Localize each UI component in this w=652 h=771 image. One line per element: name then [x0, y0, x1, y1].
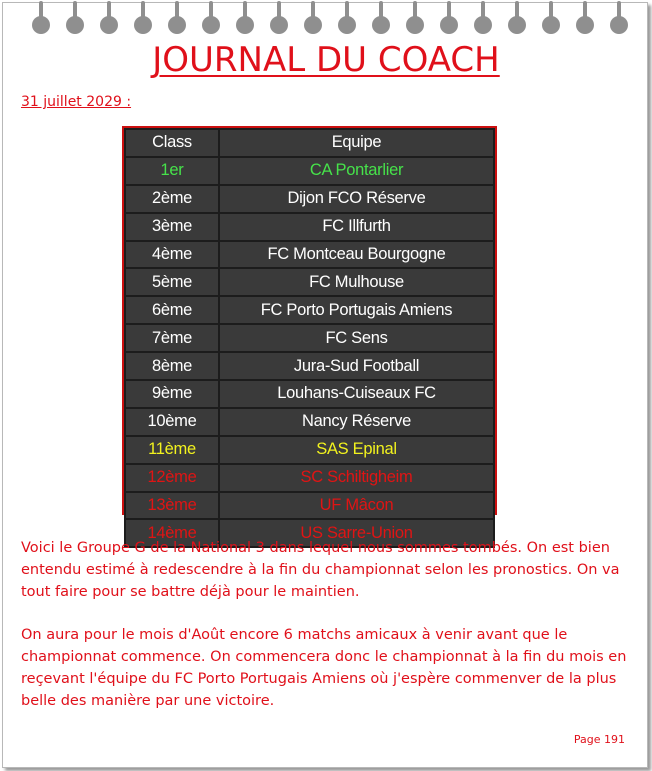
rank-cell: 7ème: [125, 324, 219, 352]
binding-ring-icon: [66, 16, 84, 34]
binding-ring-icon: [304, 16, 322, 34]
table-row: [125, 352, 494, 380]
table-row: [125, 157, 494, 185]
rank-cell: 11ème: [125, 436, 219, 464]
rank-cell: 1er: [125, 157, 219, 185]
binding-ring-icon: [236, 16, 254, 34]
binding-ring-icon: [134, 16, 152, 34]
binding-ring-icon: [406, 16, 424, 34]
team-cell: Louhans-Cuiseaux FC: [219, 380, 494, 408]
binding-ring-icon: [610, 16, 628, 34]
binding-ring-icon: [168, 16, 186, 34]
table-row: [125, 464, 494, 492]
binding-ring-icon: [542, 16, 560, 34]
rank-cell: 12ème: [125, 464, 219, 492]
table-row: [125, 324, 494, 352]
column-header-class: Class: [125, 129, 219, 157]
table-row: [125, 296, 494, 324]
page-title: [0, 38, 652, 82]
standings-table: [122, 126, 497, 542]
table-row: [125, 185, 494, 213]
team-cell: SC Schiltigheim: [219, 464, 494, 492]
table-row: [125, 436, 494, 464]
paragraph-friendlies: On aura pour le mois d'Août encore 6 matchs amicaux à venir avant que le championnat commence. On commencera donc le championnat à la fin du mois en reçevant l'équipe du FC Porto Portugais Amiens où j'espère commenver de la plus belle des manière par une victoire.: [21, 627, 627, 709]
team-cell: FC Porto Portugais Amiens: [219, 296, 494, 324]
table-row: [125, 268, 494, 296]
spiral-binding: [0, 0, 652, 40]
team-cell: SAS Epinal: [219, 436, 494, 464]
entry-date: 31 juillet 2029 :: [21, 94, 132, 110]
team-cell: CA Pontarlier: [219, 157, 494, 185]
paragraph-intro: Voici le Groupe G de la National 3 dans lequel nous sommes tombés. On est bien entendu estimé à redescendre à la fin du championnat selon les pronostics. On va tout faire pour se battre déjà pour le maintien.: [21, 540, 620, 600]
rank-cell: 9ème: [125, 380, 219, 408]
team-cell: Nancy Réserve: [219, 408, 494, 436]
page-title-text: JOURNAL DU COACH: [152, 40, 500, 80]
rank-cell: 5ème: [125, 268, 219, 296]
rank-cell: 2ème: [125, 185, 219, 213]
team-cell: Jura-Sud Football: [219, 352, 494, 380]
standings-header-row: [125, 129, 494, 157]
team-cell: FC Montceau Bourgogne: [219, 241, 494, 269]
team-cell: FC Sens: [219, 324, 494, 352]
rank-cell: 4ème: [125, 241, 219, 269]
rank-cell: 10ème: [125, 408, 219, 436]
binding-ring-icon: [270, 16, 288, 34]
team-cell: FC Mulhouse: [219, 268, 494, 296]
rank-cell: 13ème: [125, 492, 219, 520]
table-row: [125, 380, 494, 408]
binding-ring-icon: [576, 16, 594, 34]
team-cell: FC Illfurth: [219, 213, 494, 241]
team-cell: Dijon FCO Réserve: [219, 185, 494, 213]
table-row: [125, 492, 494, 520]
column-header-team: Equipe: [219, 129, 494, 157]
table-row: [125, 213, 494, 241]
binding-ring-icon: [202, 16, 220, 34]
rank-cell: 8ème: [125, 352, 219, 380]
binding-ring-icon: [440, 16, 458, 34]
binding-ring-icon: [32, 16, 50, 34]
team-cell: US Sarre-Union: [219, 519, 494, 547]
rank-cell: 14ème: [125, 519, 219, 547]
binding-ring-icon: [338, 16, 356, 34]
binding-ring-icon: [508, 16, 526, 34]
rank-cell: 6ème: [125, 296, 219, 324]
table-row: [125, 408, 494, 436]
team-cell: UF Mâcon: [219, 492, 494, 520]
binding-ring-icon: [100, 16, 118, 34]
table-row: [125, 241, 494, 269]
page-number: Page 191: [573, 733, 625, 746]
binding-ring-icon: [372, 16, 390, 34]
rank-cell: 3ème: [125, 213, 219, 241]
binding-ring-icon: [474, 16, 492, 34]
